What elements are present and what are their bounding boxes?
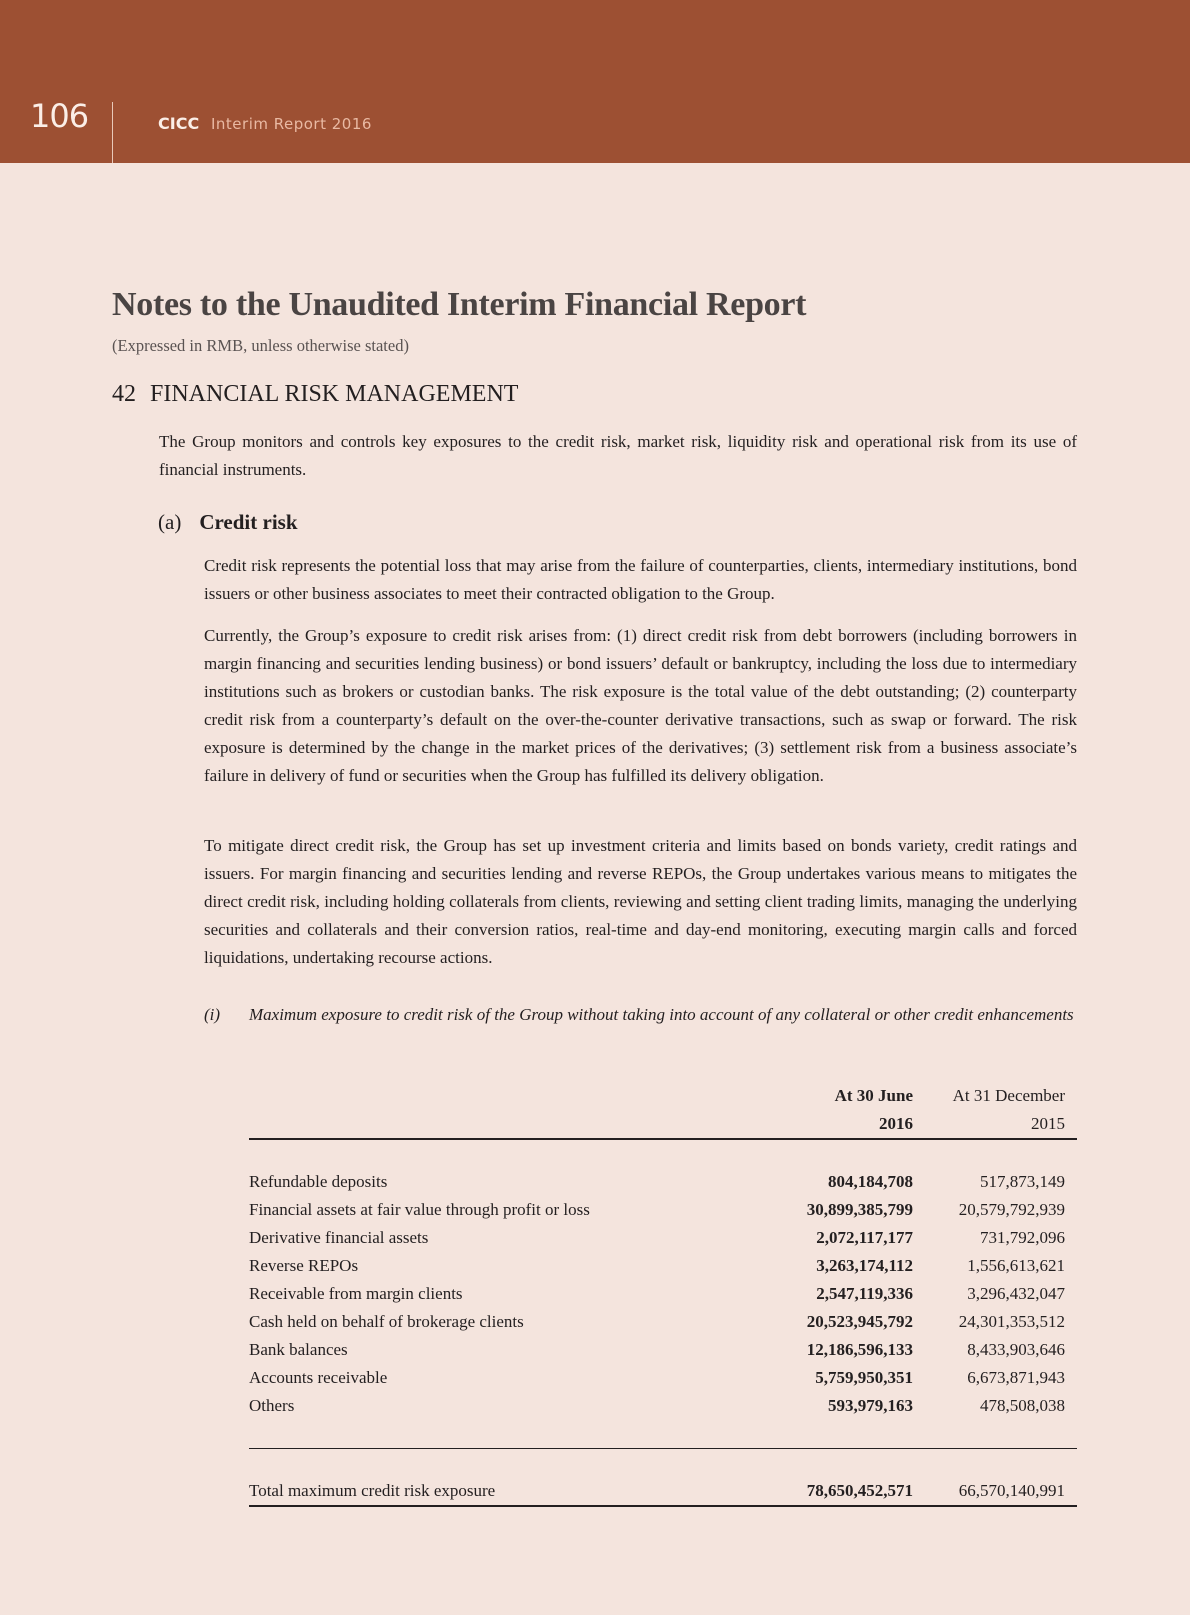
paragraph: Credit risk represents the potential loss that may arise from the failure of counterparties, clients, intermediary institutions, bond issuers or other business associates to meet their contracted obligation to the Group. [204,556,1077,603]
page-number: 106 [30,97,89,135]
credit-exposure-table [249,1082,1077,1507]
table-row [249,1168,1077,1196]
value-2015: 1,556,613,621 [967,1256,1065,1275]
value-2015: 6,673,871,943 [967,1368,1065,1387]
subsection-label: (a) [158,510,182,534]
section-title: FINANCIAL RISK MANAGEMENT [150,381,519,407]
header-2015-line1: At 31 December [952,1086,1065,1105]
table-row [249,1252,1077,1280]
value-2016: 30,899,385,799 [806,1200,913,1219]
subtotal-rule [249,1420,1077,1449]
table-row [249,1336,1077,1364]
subsection-heading [158,510,298,535]
table-header-row [249,1082,1077,1110]
page-subtitle: (Expressed in RMB, unless otherwise stated) [112,336,409,355]
total-2016: 78,650,452,571 [753,1477,925,1506]
banner-divider [112,102,113,163]
paragraph: Currently, the Group’s exposure to credit risk arises from: (1) direct credit risk from debt borrowers (including borrowers in margin financing and securities lending business) or bond issuers’ default or bankruptcy, including the loss due to intermediary institutions such as brokers or custodian banks. The risk exposure is the total value of the debt outstanding; (2) counterparty credit risk from a counterparty’s default on the over-the-counter derivative transactions, such as swap or forward. The risk exposure is determined by the change in the market prices of the derivatives; (3) settlement risk from a business associate’s failure in delivery of fund or securities when the Group has fulfilled its delivery obligation. [204,626,1077,785]
header-2015-line2: 2015 [1031,1114,1065,1133]
value-2016: 20,523,945,792 [806,1312,913,1331]
value-2015: 24,301,353,512 [958,1312,1065,1331]
value-2015: 731,792,096 [980,1228,1065,1247]
total-row [249,1477,1077,1506]
table-row [249,1364,1077,1392]
header-2016-line1: At 30 June [834,1086,913,1105]
section-intro: The Group monitors and controls key exposures to the credit risk, market risk, liquidity risk and operational risk from its use of financial instruments. [159,432,1077,479]
section-heading [112,381,518,408]
row-label: Derivative financial assets [249,1228,429,1247]
value-2015: 517,873,149 [980,1172,1065,1191]
value-2015: 3,296,432,047 [967,1284,1065,1303]
row-label: Refundable deposits [249,1172,388,1191]
value-2016: 5,759,950,351 [815,1368,913,1387]
value-2016: 804,184,708 [828,1172,913,1191]
value-2016: 2,547,119,336 [816,1284,913,1303]
item-text: Maximum exposure to credit risk of the Group without taking into account of any collateral or other credit enhancements [249,1005,1074,1024]
total-2015: 66,570,140,991 [925,1477,1077,1506]
report-name: Interim Report 2016 [211,115,372,133]
value-2015: 8,433,903,646 [967,1340,1065,1359]
row-label: Reverse REPOs [249,1256,359,1275]
item-label: (i) [204,1005,221,1024]
header-banner [0,0,1190,163]
row-label: Cash held on behalf of brokerage clients [249,1312,524,1331]
table-row [249,1308,1077,1336]
row-label: Accounts receivable [249,1368,388,1387]
table-row [249,1392,1077,1420]
header-2016-line2: 2016 [879,1114,913,1133]
table-row [249,1196,1077,1224]
table-row [249,1224,1077,1252]
section-number: 42 [112,381,136,407]
header-rule [249,1139,1077,1168]
value-2016: 12,186,596,133 [806,1340,913,1359]
row-label: Others [249,1396,295,1415]
row-label: Receivable from margin clients [249,1284,463,1303]
paragraph: To mitigate direct credit risk, the Group has set up investment criteria and limits based on bonds variety, credit ratings and issuers. For margin financing and securities lending and reverse REPOs, the Group undertakes various means to mitigates the direct credit risk, including holding collaterals from clients, reviewing and setting client trading limits, managing the underlying securities and collaterals and their conversion ratios, real-time and day-end monitoring, executing margin calls and forced liquidations, undertaking recourse actions. [204,836,1077,967]
total-label: Total maximum credit risk exposure [249,1477,753,1506]
brand-logo: CICC [158,114,200,133]
subsection-title: Credit risk [199,510,298,534]
table-row [249,1280,1077,1308]
row-label: Financial assets at fair value through profit or loss [249,1200,590,1219]
value-2015: 478,508,038 [980,1396,1065,1415]
value-2015: 20,579,792,939 [958,1200,1065,1219]
table-header-row [249,1110,1077,1139]
value-2016: 2,072,117,177 [816,1228,913,1247]
page-title: Notes to the Unaudited Interim Financial Report [112,286,807,323]
value-2016: 3,263,174,112 [816,1256,913,1275]
item-heading [204,1001,1077,1029]
value-2016: 593,979,163 [828,1396,913,1415]
row-label: Bank balances [249,1340,348,1359]
